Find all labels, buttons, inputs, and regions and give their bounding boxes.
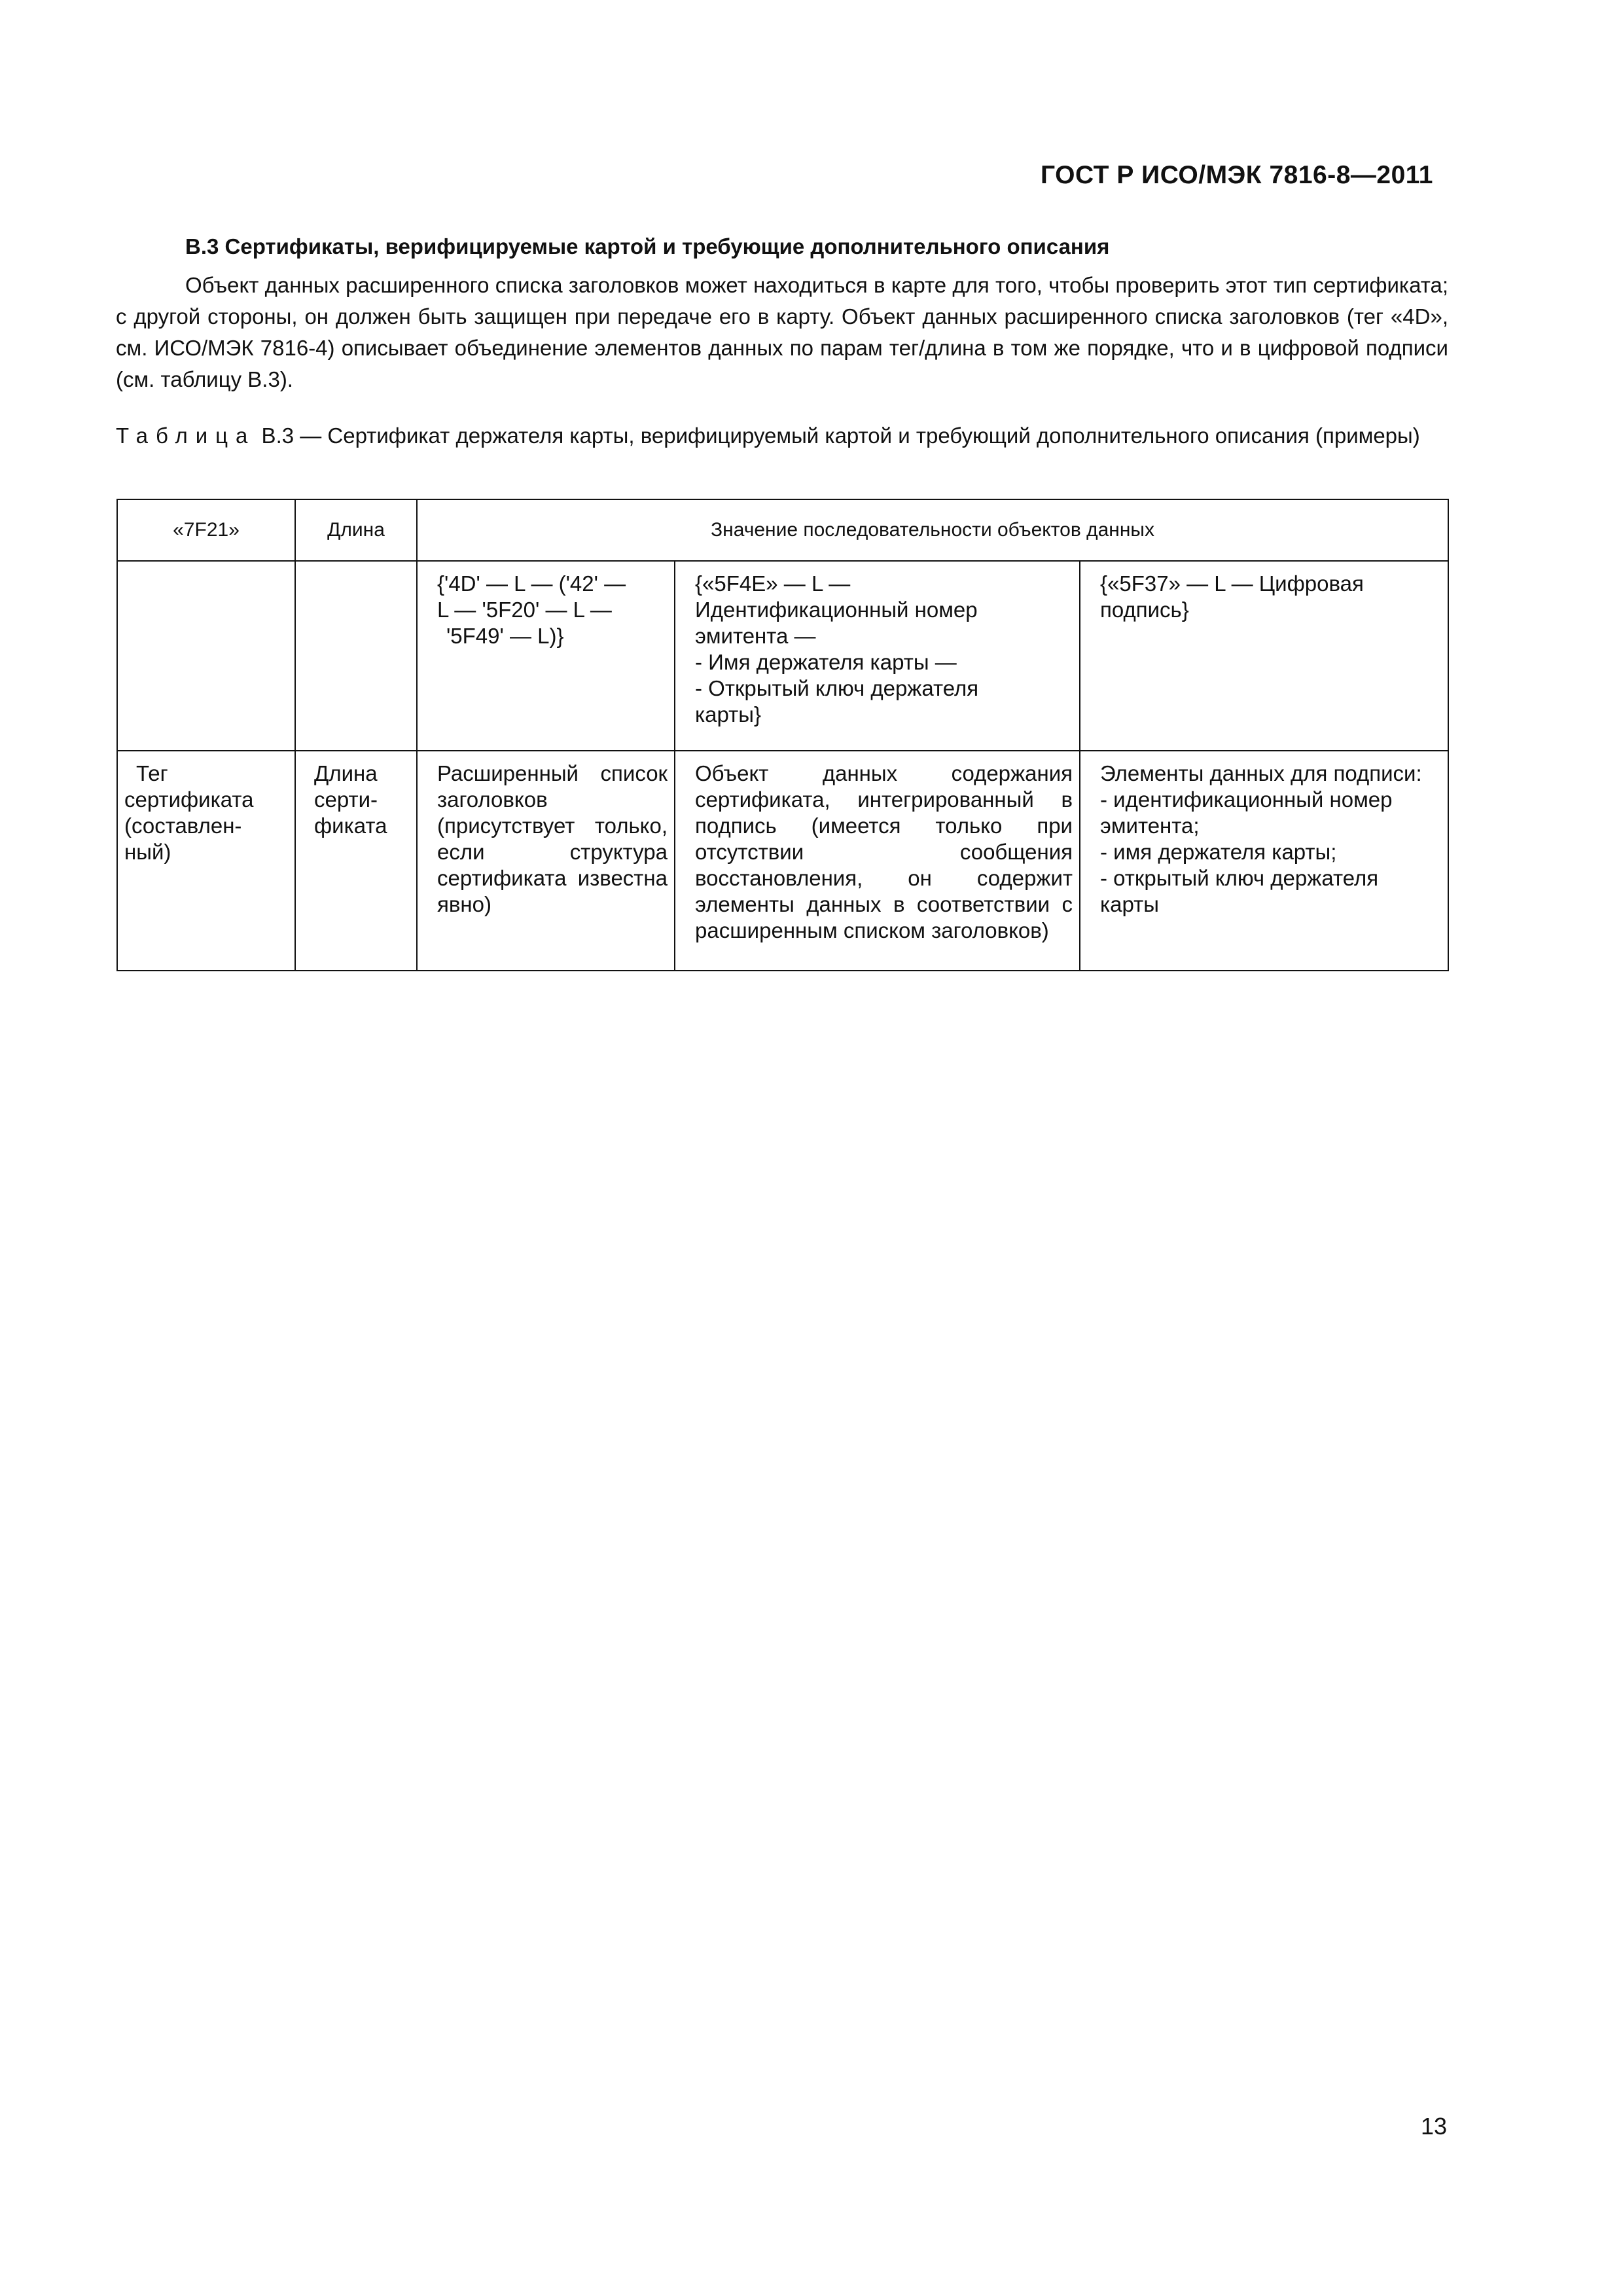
table-caption: [116, 420, 1448, 452]
standard-header: ГОСТ Р ИСО/МЭК 7816-8—2011: [1041, 161, 1433, 189]
cell-line: - открытый ключ держателя карты: [1100, 866, 1379, 916]
table-cell: Расширенный список заголовков (присутствует только, если структура сертификата известна явно): [417, 751, 675, 971]
cell-line: эмитента —: [695, 624, 816, 648]
table-cell: [295, 751, 417, 971]
table-cell: [117, 561, 295, 751]
cell-line: Идентификационный номер: [695, 598, 978, 622]
cell-line: - Имя держателя карты —: [695, 650, 957, 674]
cell-line: {'4D' — L — ('42' —: [437, 571, 626, 596]
table-cell: Объект данных содержания сертификата, интегрированный в подпись (имеется только при отсутствии сообщения восстановления, он содержит элементы данных в соответствии с расширенным списком заголовков): [675, 751, 1080, 971]
header-cell-value: Значение последовательности объектов данных: [417, 499, 1448, 561]
cell-line: - идентификационный номер эмитента;: [1100, 787, 1393, 838]
cell-line: серти-: [314, 787, 378, 812]
cell-line: подпись}: [1100, 598, 1189, 622]
table-caption-label: Таблица: [116, 423, 256, 448]
table-cell: [1080, 751, 1448, 971]
cell-line: - Открытый ключ держателя: [695, 676, 979, 700]
table-cell: [295, 561, 417, 751]
cell-line: - имя держателя карты;: [1100, 840, 1337, 864]
table-caption-text: В.3 — Сертификат держателя карты, верифицируемый картой и требующий дополнительного описания (примеры): [255, 423, 1420, 448]
table-row: [117, 561, 1448, 751]
table-row: [117, 751, 1448, 971]
cell-line: фиката: [314, 814, 387, 838]
cell-line: L — '5F20' — L —: [437, 598, 612, 622]
page-number: 13: [1420, 2113, 1447, 2140]
cell-line: ный): [124, 840, 171, 864]
header-cell-length: Длина: [295, 499, 417, 561]
table-cell: [417, 561, 675, 751]
cell-line: '5F49' — L)}: [446, 624, 564, 648]
section-body: [116, 270, 1448, 395]
cell-line: Тег: [136, 761, 168, 785]
cell-line: {«5F37» — L — Цифровая: [1100, 571, 1364, 596]
section-paragraph: Объект данных расширенного списка заголовков может находиться в карте для того, чтобы проверить этот тип сертификата; с другой стороны, он должен быть защищен при передаче его в карту. Объект данных расширенного списка заголовков (тег «4D», см. ИСО/МЭК 7816-4) описывает объединение элементов данных по парам тег/длина в том же порядке, что и в цифровой подписи (см. таблицу В.3).: [116, 273, 1448, 391]
certificate-table: [116, 499, 1449, 971]
section-title: В.3 Сертификаты, верифицируемые картой и требующие дополнительного описания: [185, 234, 1110, 259]
table-cell: [117, 751, 295, 971]
table-cell: [675, 561, 1080, 751]
cell-line: Длина: [314, 761, 378, 785]
header-cell-tag: «7F21»: [117, 499, 295, 561]
cell-line: сертификата: [124, 787, 254, 812]
table-header-row: [117, 499, 1448, 561]
table-cell: [1080, 561, 1448, 751]
cell-line: {«5F4E» — L —: [695, 571, 851, 596]
cell-line: (составлен-: [124, 814, 242, 838]
cell-line: карты}: [695, 702, 761, 726]
cell-line: Элементы данных для подписи:: [1100, 761, 1422, 785]
